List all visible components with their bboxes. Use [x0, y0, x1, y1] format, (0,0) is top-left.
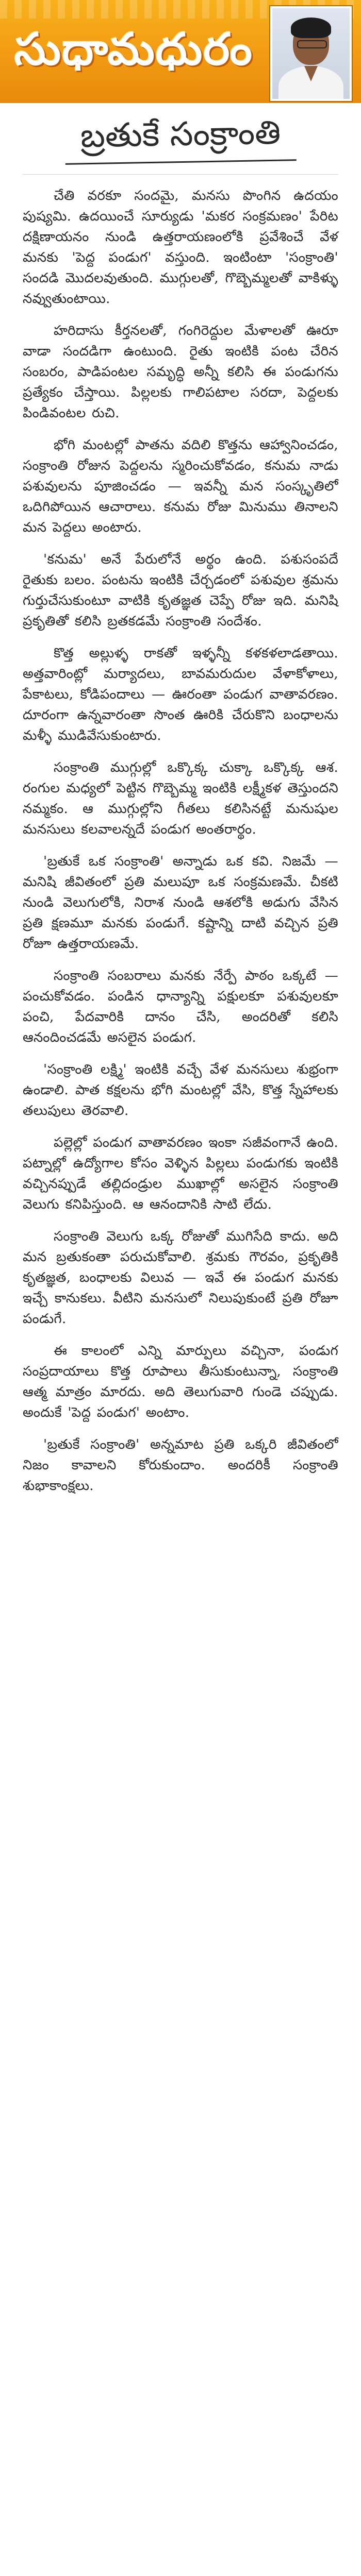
article-paragraph: ఈ కాలంలో ఎన్ని మార్పులు వచ్చినా, పండుగ సంప్రదాయాలు కొత్త రూపాలు తీసుకుంటున్నా, సంక్రాంతి ఆత్మ మాత్రం మారదు. అది తెలుగువారి గుండె చప్పుడు. అందుకే 'పెద్ద పండుగ' అంటాం. [23, 1343, 338, 1420]
article-paragraph: 'సంక్రాంతి లక్ష్మి' ఇంటికి వచ్చే వేళ మనసులు శుభ్రంగా ఉండాలి. పాత కక్షలను భోగి మంటల్లో వేసి, కొత్త స్నేహాలకు తలుపులు తెరవాలి. [23, 1062, 338, 1118]
article-paragraph: సంక్రాంతి ముగ్గుల్లో ఒక్కొక్క చుక్కా ఒక్కొక్క ఆశ. రంగుల మధ్యలో పెట్టిన గొబ్బెమ్మ ఇంటికి లక్ష్మీకళ తెస్తుందని నమ్మకం. ఆ ముగ్గుల్లోని గీతలు కలిసినట్టే మనుషుల మనసులు కలవాలన్నదే పండుగ అంతరార్థం. [23, 760, 338, 837]
column-title: సుధామధురం [14, 24, 253, 75]
author-photo-hair [291, 18, 331, 38]
article-paragraph: 'బ్రతుకే సంక్రాంతి' అన్నమాట ప్రతి ఒక్కరి జీవితంలో నిజం కావాలని కోరుకుందాం. అందరికీ సంక్రాంతి శుభాకాంక్షలు. [23, 1437, 338, 1494]
article-title-box [0, 106, 361, 168]
article-paragraph: హరిదాసు కీర్తనలతో, గంగిరెద్దుల మేళాలతో ఊరూ వాడా సందడిగా ఉంటుంది. రైతు ఇంటికి పంట చేరిన సంబరం, పాడిపంటల సమృద్ధి అన్నీ కలిసి ఈ పండుగను ప్రత్యేకం చేస్తాయి. పిల్లలకు గాలిపటాల సరదా, పెద్దలకు పిండివంటల రుచి. [23, 323, 338, 421]
article-paragraph: 'కనుమ' అనే పేరులోనే అర్థం ఉంది. పశుసంపదే రైతుకు బలం. పంటను ఇంటికి చేర్చడంలో పశువుల శ్రమను గుర్తుచేసుకుంటూ వాటికి కృతజ్ఞత చెప్పే రోజు ఇది. మనిషి ప్రకృతితో కలిసి బ్రతకడమే సంక్రాంతి సందేశం. [23, 552, 338, 629]
article-body [23, 185, 338, 2566]
article-paragraph: సంక్రాంతి వెలుగు ఒక్క రోజుతో ముగిసేది కాదు. అది మన బ్రతుకంతా పరుచుకోవాలి. శ్రమకు గౌరవం, ప్రకృతికి కృతజ్ఞత, బంధాలకు విలువ — ఇవే ఈ పండుగ మనకు ఇచ్చే కానుకలు. వీటిని మనసులో నిలుపుకుంటే ప్రతి రోజూ పండుగే. [23, 1229, 338, 1327]
column-banner [0, 0, 361, 103]
article-paragraph: సంక్రాంతి సంబరాలు మనకు నేర్పే పాఠం ఒక్కటే — పంచుకోవడం. పండిన ధాన్యాన్ని పక్షులకూ పశువులకూ పంచి, పేదవారికి దానం చేసి, అందరితో కలిసి ఆనందించడమే అసలైన పండుగ. [23, 968, 338, 1045]
article-paragraph: చేతి వరకూ సందమై, మనసు పొంగిన ఉదయం పుష్యమి. ఉదయించే సూర్యుడు 'మకర సంక్రమణం' పేరిట దక్షిణాయనం నుండి ఉత్తరాయణంలోకి ప్రవేశించే వేళ మనకు 'పెద్ద పండుగ' వస్తుంది. ఇంటింటా 'సంక్రాంతి' సందడి మొదలవుతుంది. ముగ్గులతో, గొబ్బెమ్మలతో వాకిళ్ళు నవ్వుతుంటాయి. [23, 188, 338, 307]
title-divider [23, 174, 338, 175]
article-title: బ్రతుకే సంక్రాంతి [64, 113, 297, 165]
article-paragraph: 'బ్రతుకే ఒక సంక్రాంతి' అన్నాడు ఒక కవి. నిజమే — మనిషి జీవితంలో ప్రతి మలుపూ ఒక సంక్రమణమే. చీకటి నుండి వెలుగులోకి, నిరాశ నుండి ఆశలోకి అడుగు వేసిన ప్రతి క్షణమూ మనకు పండుగే. కష్టాన్ని దాటి వచ్చిన ప్రతి రోజూ ఉత్తరాయణమే. [23, 854, 338, 952]
article-paragraph: కొత్త అల్లుళ్ళ రాకతో ఇళ్ళన్నీ కళకళలాడతాయి. అత్తవారింట్లో మర్యాదలు, బావమరుదుల వేళాకోళాలు, పేకాటలు, కోడిపందాలు — ఊరంతా పండుగ వాతావరణం. దూరంగా ఉన్నవారంతా సొంత ఊరికి చేరుకొని బంధాలను మళ్ళీ ముడివేసుకుంటారు. [23, 646, 338, 743]
author-photo-glasses [297, 40, 327, 48]
article-paragraph: పల్లెల్లో పండుగ వాతావరణం ఇంకా సజీవంగానే ఉంది. పట్నాల్లో ఉద్యోగాల కోసం వెళ్ళిన పిల్లలు పండుగకు ఇంటికి వచ్చినప్పుడే తల్లిదండ్రుల ముఖాల్లో అసలైన సంక్రాంతి వెలుగు కనిపిస్తుంది. ఆ ఆనందానికి సాటి లేదు. [23, 1135, 338, 1212]
article-paragraph: భోగి మంటల్లో పాతను వదిలి కొత్తను ఆహ్వానించడం, సంక్రాంతి రోజున పెద్దలను స్మరించుకోవడం, కనుమ నాడు పశువులను పూజించడం — ఇవన్నీ మన సంస్కృతిలో ఒదిగిపోయిన ఆచారాలు. కనుమ రోజు మినుము తినాలని మన పెద్దలు అంటారు. [23, 437, 338, 535]
author-photo [270, 6, 352, 101]
